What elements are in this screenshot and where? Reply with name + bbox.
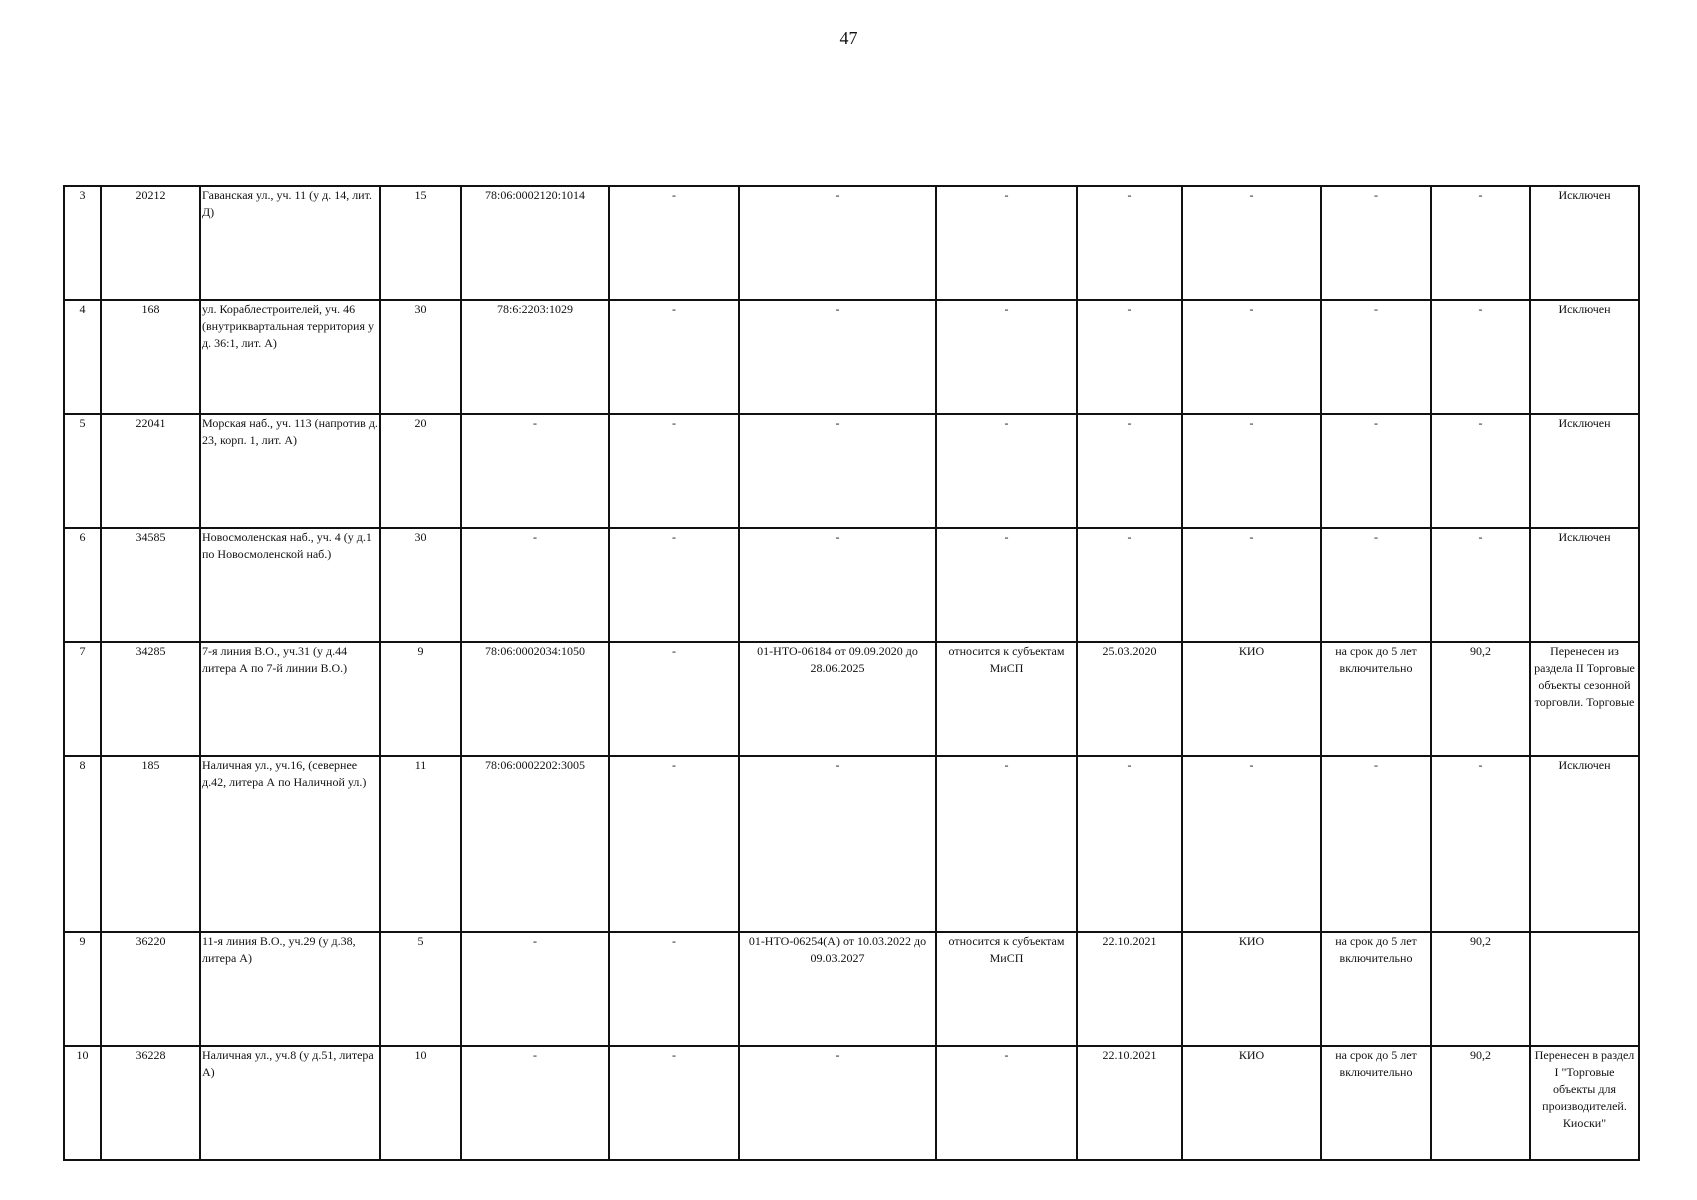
table-row bbox=[64, 756, 1639, 932]
organization-cell: - bbox=[1182, 528, 1321, 642]
table-row bbox=[64, 642, 1639, 756]
note-cell: Исключен bbox=[1530, 186, 1639, 300]
note-cell bbox=[1530, 932, 1639, 1046]
table-row bbox=[64, 1046, 1639, 1160]
row-number-cell: 5 bbox=[64, 414, 101, 528]
subject-category-cell: - bbox=[936, 528, 1077, 642]
price-cell: - bbox=[1431, 186, 1530, 300]
area-cell: 5 bbox=[380, 932, 461, 1046]
term-cell: - bbox=[1321, 414, 1431, 528]
row-number-cell: 7 bbox=[64, 642, 101, 756]
area-cell: 10 bbox=[380, 1046, 461, 1160]
contract-cell: 01-НТО-06254(А) от 10.03.2022 до 09.03.2027 bbox=[739, 932, 936, 1046]
table-row bbox=[64, 186, 1639, 300]
address-cell: Наличная ул., уч.16, (севернее д.42, литера А по Наличной ул.) bbox=[200, 756, 380, 932]
term-cell: на срок до 5 лет включительно bbox=[1321, 932, 1431, 1046]
contract-cell: - bbox=[739, 186, 936, 300]
column-6-cell: - bbox=[609, 756, 739, 932]
note-cell: Перенесен в раздел I "Торговые объекты для производителей. Киоски" bbox=[1530, 1046, 1639, 1160]
register-table bbox=[63, 185, 1640, 1161]
table-row bbox=[64, 414, 1639, 528]
contract-cell: - bbox=[739, 300, 936, 414]
address-cell: Новосмоленская наб., уч. 4 (у д.1 по Новосмоленской наб.) bbox=[200, 528, 380, 642]
cadastral-number-cell: - bbox=[461, 528, 609, 642]
object-id-cell: 185 bbox=[101, 756, 200, 932]
term-cell: - bbox=[1321, 300, 1431, 414]
organization-cell: КИО bbox=[1182, 1046, 1321, 1160]
date-cell: - bbox=[1077, 414, 1182, 528]
date-cell: - bbox=[1077, 300, 1182, 414]
subject-category-cell: - bbox=[936, 1046, 1077, 1160]
note-cell: Исключен bbox=[1530, 756, 1639, 932]
area-cell: 15 bbox=[380, 186, 461, 300]
address-cell: 7-я линия В.О., уч.31 (у д.44 литера А по 7-й линии В.О.) bbox=[200, 642, 380, 756]
table-row bbox=[64, 932, 1639, 1046]
contract-cell: 01-НТО-06184 от 09.09.2020 до 28.06.2025 bbox=[739, 642, 936, 756]
table-row bbox=[64, 300, 1639, 414]
price-cell: - bbox=[1431, 300, 1530, 414]
subject-category-cell: относится к субъектам МиСП bbox=[936, 932, 1077, 1046]
row-number-cell: 9 bbox=[64, 932, 101, 1046]
area-cell: 30 bbox=[380, 300, 461, 414]
area-cell: 20 bbox=[380, 414, 461, 528]
row-number-cell: 4 bbox=[64, 300, 101, 414]
cadastral-number-cell: 78:06:0002120:1014 bbox=[461, 186, 609, 300]
term-cell: - bbox=[1321, 756, 1431, 932]
area-cell: 9 bbox=[380, 642, 461, 756]
price-cell: 90,2 bbox=[1431, 642, 1530, 756]
note-cell: Исключен bbox=[1530, 300, 1639, 414]
contract-cell: - bbox=[739, 528, 936, 642]
object-id-cell: 36220 bbox=[101, 932, 200, 1046]
cadastral-number-cell: - bbox=[461, 932, 609, 1046]
page-number: 47 bbox=[839, 28, 858, 48]
contract-cell: - bbox=[739, 1046, 936, 1160]
contract-cell: - bbox=[739, 414, 936, 528]
object-id-cell: 22041 bbox=[101, 414, 200, 528]
note-cell: Исключен bbox=[1530, 414, 1639, 528]
column-6-cell: - bbox=[609, 186, 739, 300]
address-cell: Морская наб., уч. 113 (напротив д. 23, корп. 1, лит. А) bbox=[200, 414, 380, 528]
organization-cell: КИО bbox=[1182, 642, 1321, 756]
date-cell: 22.10.2021 bbox=[1077, 1046, 1182, 1160]
note-cell: Исключен bbox=[1530, 528, 1639, 642]
date-cell: - bbox=[1077, 756, 1182, 932]
subject-category-cell: - bbox=[936, 756, 1077, 932]
column-6-cell: - bbox=[609, 1046, 739, 1160]
address-cell: 11-я линия В.О., уч.29 (у д.38, литера А) bbox=[200, 932, 380, 1046]
note-cell: Перенесен из раздела II Торговые объекты сезонной торговли. Торговые bbox=[1530, 642, 1639, 756]
price-cell: 90,2 bbox=[1431, 1046, 1530, 1160]
area-cell: 11 bbox=[380, 756, 461, 932]
column-6-cell: - bbox=[609, 528, 739, 642]
object-id-cell: 168 bbox=[101, 300, 200, 414]
organization-cell: - bbox=[1182, 300, 1321, 414]
term-cell: - bbox=[1321, 528, 1431, 642]
cadastral-number-cell: 78:6:2203:1029 bbox=[461, 300, 609, 414]
object-id-cell: 34285 bbox=[101, 642, 200, 756]
row-number-cell: 3 bbox=[64, 186, 101, 300]
object-id-cell: 34585 bbox=[101, 528, 200, 642]
subject-category-cell: - bbox=[936, 414, 1077, 528]
subject-category-cell: - bbox=[936, 300, 1077, 414]
column-6-cell: - bbox=[609, 642, 739, 756]
term-cell: на срок до 5 лет включительно bbox=[1321, 642, 1431, 756]
address-cell: Гаванская ул., уч. 11 (у д. 14, лит. Д) bbox=[200, 186, 380, 300]
organization-cell: - bbox=[1182, 756, 1321, 932]
cadastral-number-cell: 78:06:0002034:1050 bbox=[461, 642, 609, 756]
table-row bbox=[64, 528, 1639, 642]
organization-cell: - bbox=[1182, 414, 1321, 528]
price-cell: - bbox=[1431, 756, 1530, 932]
row-number-cell: 8 bbox=[64, 756, 101, 932]
cadastral-number-cell: 78:06:0002202:3005 bbox=[461, 756, 609, 932]
term-cell: - bbox=[1321, 186, 1431, 300]
organization-cell: - bbox=[1182, 186, 1321, 300]
address-cell: Наличная ул., уч.8 (у д.51, литера А) bbox=[200, 1046, 380, 1160]
term-cell: на срок до 5 лет включительно bbox=[1321, 1046, 1431, 1160]
date-cell: 22.10.2021 bbox=[1077, 932, 1182, 1046]
date-cell: - bbox=[1077, 186, 1182, 300]
object-id-cell: 20212 bbox=[101, 186, 200, 300]
date-cell: - bbox=[1077, 528, 1182, 642]
subject-category-cell: - bbox=[936, 186, 1077, 300]
row-number-cell: 6 bbox=[64, 528, 101, 642]
price-cell: - bbox=[1431, 528, 1530, 642]
column-6-cell: - bbox=[609, 414, 739, 528]
column-6-cell: - bbox=[609, 932, 739, 1046]
object-id-cell: 36228 bbox=[101, 1046, 200, 1160]
price-cell: - bbox=[1431, 414, 1530, 528]
row-number-cell: 10 bbox=[64, 1046, 101, 1160]
area-cell: 30 bbox=[380, 528, 461, 642]
date-cell: 25.03.2020 bbox=[1077, 642, 1182, 756]
contract-cell: - bbox=[739, 756, 936, 932]
cadastral-number-cell: - bbox=[461, 414, 609, 528]
cadastral-number-cell: - bbox=[461, 1046, 609, 1160]
subject-category-cell: относится к субъектам МиСП bbox=[936, 642, 1077, 756]
column-6-cell: - bbox=[609, 300, 739, 414]
organization-cell: КИО bbox=[1182, 932, 1321, 1046]
price-cell: 90,2 bbox=[1431, 932, 1530, 1046]
address-cell: ул. Кораблестроителей, уч. 46 (внутриквартальная территория у д. 36:1, лит. А) bbox=[200, 300, 380, 414]
